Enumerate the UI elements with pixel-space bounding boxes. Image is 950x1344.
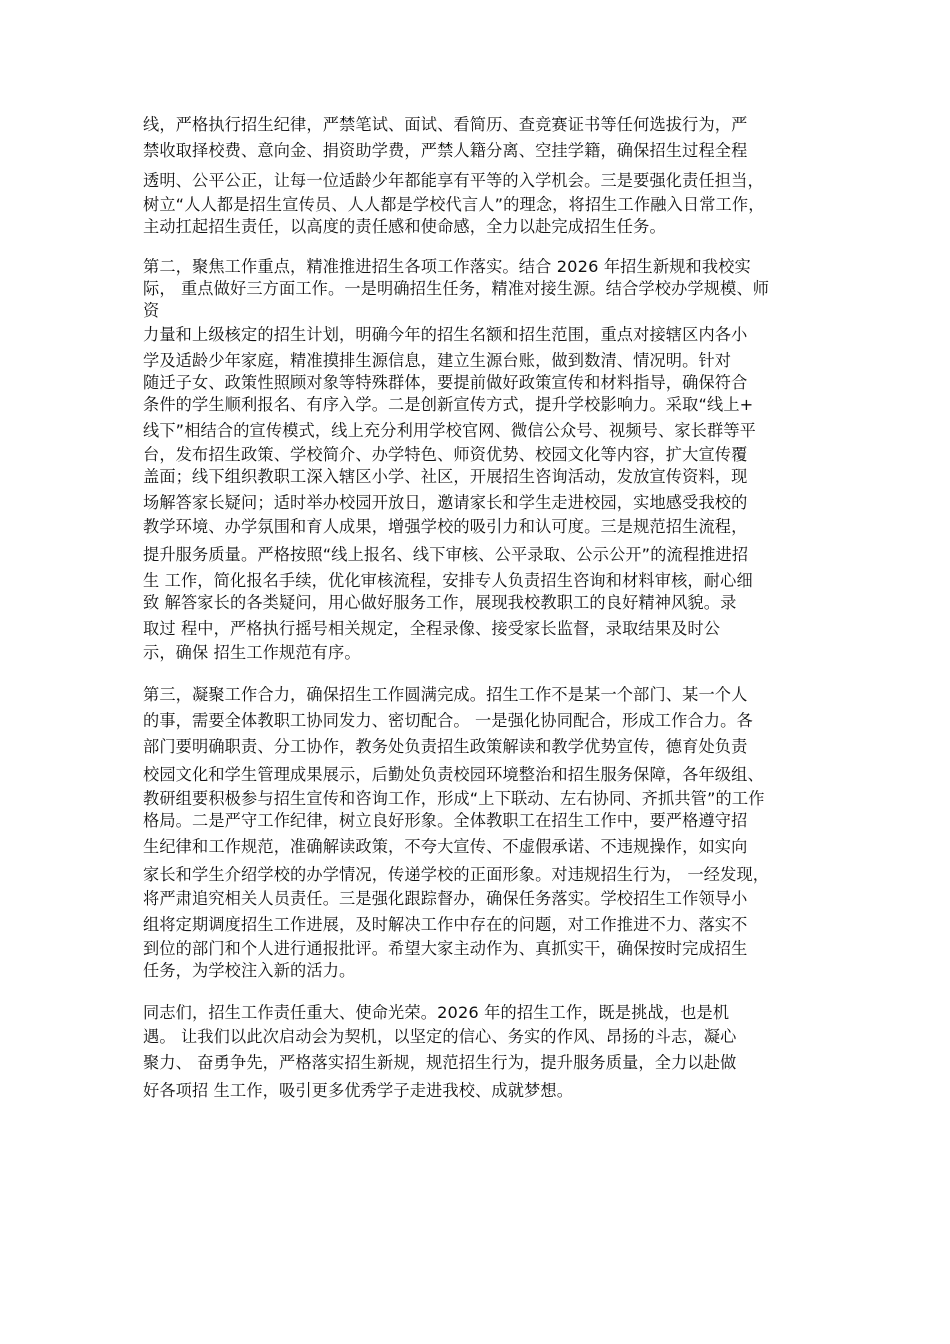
paragraph-4-line: 好各项招 生工作，吸引更多优秀学子走进我校、成就梦想。 (143, 1081, 574, 1100)
paragraph-3-line: 任务，为学校注入新的活力。 (143, 961, 356, 980)
paragraph-3-line: 到位的部门和个人进行通报批评。希望大家主动作为、真抓实干，确保按时完成招生 (143, 939, 748, 958)
paragraph-3-line: 部门要明确职责、分工协作，教务处负责招生政策解读和教学优势宣传，德育处负责 (143, 737, 748, 756)
paragraph-2-line: 台，发布招生政策、学校简介、办学特色、师资优势、校园文化等内容，扩大宣传覆 (143, 445, 748, 464)
paragraph-1-line: 树立“人人都是招生宣传员、人人都是学校代言人”的理念，将招生工作融入日常工作， (143, 195, 765, 214)
paragraph-2-line: 致 解答家长的各类疑问，用心做好服务工作，展现我校教职工的良好精神风貌。录 (143, 593, 737, 612)
paragraph-2-line: 提升服务质量。严格按照“线上报名、线下审核、公平录取、公示公开”的流程推进招 (143, 545, 749, 564)
paragraph-3-line: 的事，需要全体教职工协同发力、密切配合。 一是强化协同配合，形成工作合力。各 (143, 711, 753, 730)
paragraph-2-line: 随迁子女、政策性照顾对象等特殊群体，要提前做好政策宣传和材料指导，确保符合 (143, 373, 748, 392)
paragraph-1-line: 禁收取择校费、意向金、捐资助学费，严禁人籍分离、空挂学籍，确保招生过程全程 (143, 141, 748, 160)
paragraph-3-line: 校园文化和学生管理成果展示，后勤处负责校园环境整治和招生服务保障，各年级组、 (143, 765, 764, 784)
paragraph-4-line: 遇。 让我们以此次启动会为契机，以坚定的信心、务实的作风、昂扬的斗志，凝心 (143, 1027, 737, 1046)
paragraph-4-line: 聚力、 奋勇争先，严格落实招生新规，规范招生行为，提升服务质量，全力以赴做 (143, 1053, 737, 1072)
paragraph-2-line: 示，确保 招生工作规范有序。 (143, 643, 361, 662)
paragraph-2-line: 生 工作，简化报名手续，优化审核流程，安排专人负责招生咨询和材料审核，耐心细 (143, 571, 753, 590)
paragraph-2-line: 线下”相结合的宣传模式，线上充分利用学校官网、微信公众号、视频号、家长群等平 (143, 421, 757, 440)
paragraph-4-line: 同志们，招生工作责任重大、使命光荣。2026 年的招生工作，既是挑战，也是机 (143, 1003, 730, 1022)
paragraph-1-line: 线，严格执行招生纪律，严禁笔试、面试、看简历、查竞赛证书等任何选拔行为，严 (143, 115, 748, 134)
paragraph-2-line: 力量和上级核定的招生计划，明确今年的招生名额和招生范围，重点对接辖区内各小 (143, 325, 748, 344)
paragraph-3-line: 组将定期调度招生工作进展，及时解决工作中存在的问题，对工作推进不力、落实不 (143, 915, 748, 934)
paragraph-3-line: 将严肃追究相关人员责任。三是强化跟踪督办，确保任务落实。学校招生工作领导小 (143, 889, 748, 908)
paragraph-3-line: 家长和学生介绍学校的办学情况，传递学校的正面形象。对违规招生行为， 一经发现， (143, 865, 770, 884)
paragraph-2-line: 际， 重点做好三方面工作。一是明确招生任务，精准对接生源。结合学校办学规模、师 (143, 279, 770, 298)
paragraph-3-line: 格局。二是严守工作纪律，树立良好形象。全体教职工在招生工作中，要严格遵守招 (143, 811, 748, 830)
paragraph-2-line: 资 (143, 301, 160, 320)
paragraph-2-line: 学及适龄少年家庭，精准摸排生源信息，建立生源台账，做到数清、情况明。针对 (143, 351, 732, 370)
paragraph-2-line: 盖面；线下组织教职工深入辖区小学、社区，开展招生咨询活动，发放宣传资料，现 (143, 467, 748, 486)
paragraph-3-line: 第三，凝聚工作合力，确保招生工作圆满完成。招生工作不是某一个部门、某一个人 (143, 685, 748, 704)
paragraph-2-line: 条件的学生顺利报名、有序入学。二是创新宣传方式，提升学校影响力。采取“线上+ (143, 395, 754, 414)
paragraph-3-line: 教研组要积极参与招生宣传和咨询工作，形成“上下联动、左右协同、齐抓共管”的工作 (143, 789, 765, 808)
paragraph-2-line: 场解答家长疑问；适时举办校园开放日，邀请家长和学生走进校园，实地感受我校的 (143, 493, 748, 512)
paragraph-2-line: 教学环境、办学氛围和育人成果，增强学校的吸引力和认可度。三是规范招生流程， (143, 517, 748, 536)
paragraph-1-line: 主动扛起招生责任，以高度的责任感和使命感，全力以赴完成招生任务。 (143, 217, 666, 236)
paragraph-3-line: 生纪律和工作规范，准确解读政策，不夸大宣传、不虚假承诺、不违规操作，如实向 (143, 837, 748, 856)
paragraph-2-line: 第二，聚焦工作重点，精准推进招生各项工作落实。结合 2026 年招生新规和我校实 (143, 257, 751, 276)
paragraph-1-line: 透明、公平公正，让每一位适龄少年都能享有平等的入学机会。三是要强化责任担当， (143, 171, 764, 190)
paragraph-2-line: 取过 程中，严格执行摇号相关规定，全程录像、接受家长监督，录取结果及时公 (143, 619, 721, 638)
